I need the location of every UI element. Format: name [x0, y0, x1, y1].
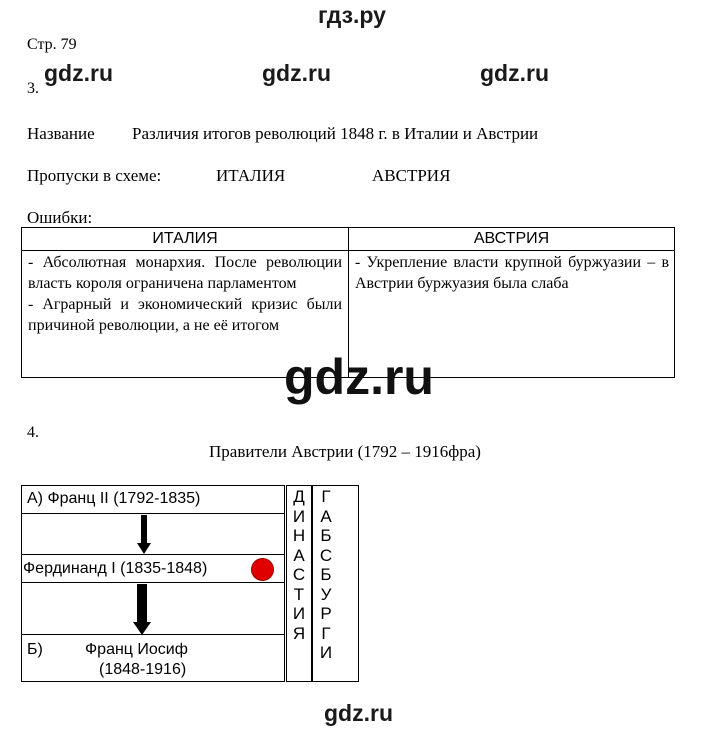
- habsburg-letter: У: [320, 584, 332, 604]
- ruler-a: А) Франц II (1792-1835): [27, 490, 201, 507]
- task-4-title: Правители Австрии (1792 – 1916фра): [209, 442, 481, 461]
- habsburg-letter: И: [319, 643, 333, 662]
- italy-error-2: - Аграрный и экономический кризис были причиной революции, а не её итогом: [28, 296, 342, 334]
- errors-label: Ошибки:: [27, 208, 93, 227]
- watermark-row-right: gdz.ru: [480, 60, 549, 86]
- habsburg-letter: Г: [321, 623, 331, 643]
- ruler-b-years: (1848-1916): [99, 661, 187, 678]
- austria-error-1: - Укрепление власти крупной буржуазии – в Австрии буржуазия была слаба: [355, 254, 669, 292]
- rulers-diagram: [21, 485, 359, 682]
- dynasty-letter: А: [293, 545, 305, 565]
- table-cell-austria: [355, 252, 669, 294]
- table-cell-italy: [28, 252, 342, 336]
- title-value: Различия итогов революций 1848 г. в Италии и Австрии: [132, 124, 539, 143]
- table-header-austria: АВСТРИЯ: [349, 228, 674, 251]
- dynasty-letter: Д: [293, 487, 305, 506]
- dynasty-letter: И: [292, 604, 306, 623]
- watermark-row-left: gdz.ru: [44, 60, 113, 86]
- dynasty-letter: Т: [293, 584, 305, 604]
- row-divider: [21, 634, 285, 635]
- task-3-number: 3.: [27, 80, 39, 97]
- row-divider: [21, 582, 285, 583]
- habsburg-letter: С: [319, 545, 333, 565]
- task-4-number: 4.: [27, 424, 39, 441]
- watermark-big-center: gdz.ru: [284, 349, 434, 405]
- dynasty-letter: С: [292, 565, 306, 584]
- italy-error-1: - Абсолютная монархия. После революции власть короля ограничена парламентом: [28, 254, 342, 292]
- watermark-bottom: gdz.ru: [324, 700, 393, 726]
- arrow-down-icon: [133, 584, 151, 636]
- ruler-b-prefix: Б): [27, 641, 43, 658]
- habsburg-letter: Б: [320, 526, 332, 545]
- ruler-b-name: Франц Иосиф: [85, 641, 188, 658]
- title-label: Название: [27, 124, 95, 143]
- row-divider: [21, 554, 285, 555]
- habsburg-letter: Б: [320, 565, 332, 584]
- habsburg-letter: А: [320, 506, 332, 526]
- gap-austria: АВСТРИЯ: [372, 166, 451, 185]
- arrow-down-icon: [136, 515, 152, 555]
- table-header-italy: ИТАЛИЯ: [22, 228, 348, 251]
- watermark-row-mid: gdz.ru: [262, 60, 331, 86]
- row-divider: [21, 513, 285, 514]
- red-marker-dot: [251, 558, 274, 581]
- dynasty-letter: Я: [292, 623, 306, 643]
- dynasty-vertical-text: [287, 487, 311, 643]
- gap-italy: ИТАЛИЯ: [216, 166, 286, 185]
- gaps-label: Пропуски в схеме:: [27, 166, 162, 185]
- habsburg-letter: Г: [321, 487, 331, 506]
- watermark-top: гдз.ру: [318, 2, 386, 28]
- dynasty-letter: И: [292, 506, 306, 526]
- habsburg-vertical-text: [314, 487, 338, 663]
- ruler-ferdinand: Фердинанд I (1835-1848): [23, 560, 208, 577]
- dynasty-letter: Н: [292, 526, 306, 545]
- page-reference: Стр. 79: [27, 36, 77, 53]
- habsburg-letter: Р: [320, 604, 332, 623]
